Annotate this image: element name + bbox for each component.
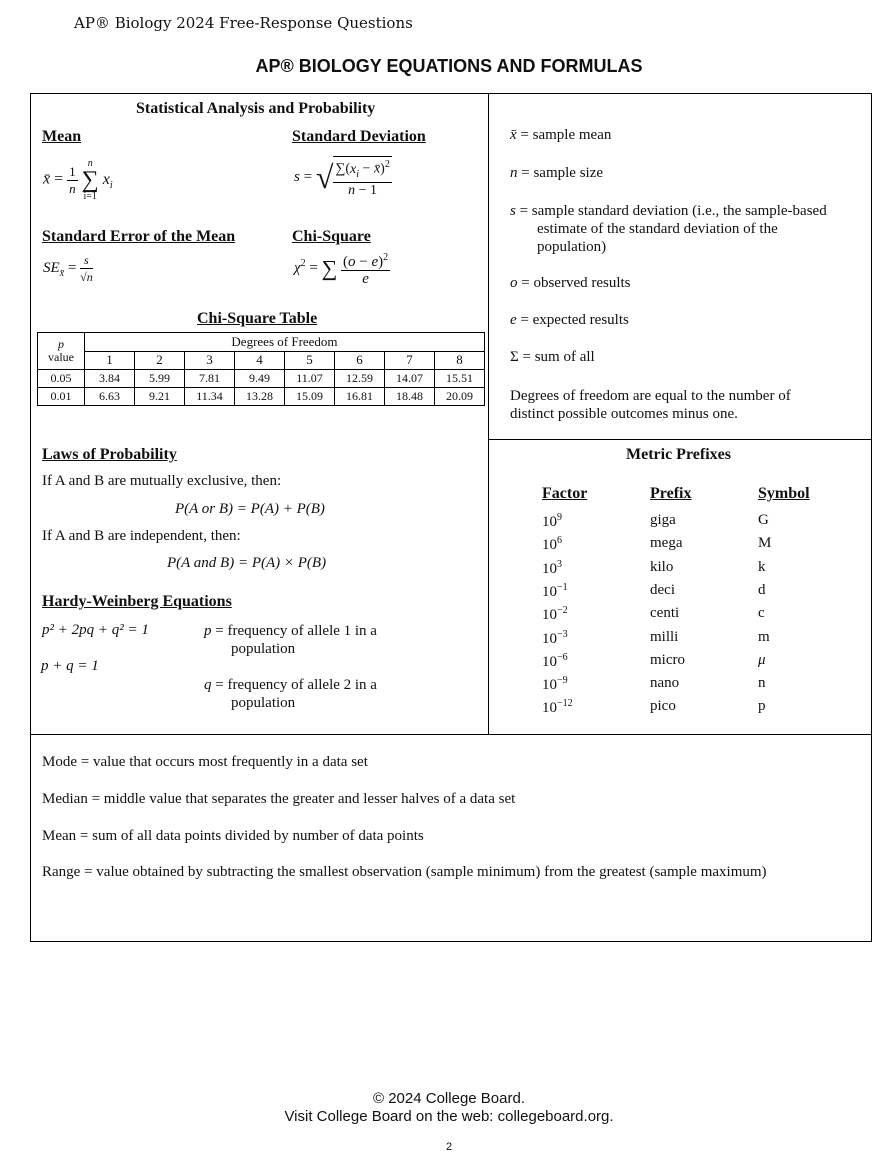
metric-symbol: M [758,535,772,552]
sd-formula: s = √ $\frac{\sum(x_i - x̄)^2}{n - 1}$ [294,156,392,199]
metric-header-symbol: Symbol [758,485,810,502]
chi-cell: 16.81 [335,388,385,406]
metric-prefix: deci [650,581,675,598]
chi-cell: 13.28 [235,388,285,406]
table-row [38,370,485,388]
probability-title: Laws of Probability [42,446,177,463]
table-row [38,388,485,406]
mean-formula: x̄ = $\frac{1}{n}$ n ∑ i=1 $x_i$ [43,158,113,202]
chi-cell: 3.84 [85,370,135,388]
metric-factor: $10^{-2}$ [542,605,568,624]
se-label: Standard Error of the Mean [42,228,236,245]
hardy-q-def: q = frequency of allele 2 in a population [204,677,377,711]
metric-prefix: milli [650,628,679,645]
dof-col: 3 [185,351,235,370]
exclusive-eq: P(A or B) = P(A) + P(B) [175,501,325,517]
dof-col: 2 [135,351,185,370]
metric-prefix: micro [650,651,685,668]
legend-divider [488,439,872,440]
p-value-header: p value [38,333,85,370]
metric-factor: $10^{-1}$ [542,581,568,600]
metric-symbol: G [758,512,769,528]
chisq-label: Chi-Square [292,228,371,245]
stats-section-title: Statistical Analysis and Probability [136,100,376,117]
definition-mean: Mean = sum of all data points divided by number of data points [42,828,424,844]
metric-symbol: d [758,581,766,598]
chi-table-title: Chi-Square Table [197,310,318,327]
dof-header: Degrees of Freedom [85,333,485,352]
dof-col: 7 [385,351,435,370]
legend-e: e = expected results [510,312,629,328]
definition-range: Range = value obtained by subtracting the smallest observation (sample minimum) from the greatest (sample maximum) [42,864,767,880]
metric-prefix: giga [650,512,676,528]
chi-cell: 5.99 [135,370,185,388]
metric-symbol: p [758,698,766,715]
chi-cell: 9.21 [135,388,185,406]
hardy-eq2: p + q = 1 [41,658,99,674]
independent-text: If A and B are independent, then: [42,528,241,544]
metric-factor: $10^{-9}$ [542,675,568,694]
metric-factor: $10^6$ [542,535,562,554]
metric-header-factor: Factor [542,485,588,502]
footer-copyright: © 2024 College Board. [373,1090,525,1107]
metric-title: Metric Prefixes [626,446,731,463]
metric-header-prefix: Prefix [650,485,692,502]
dof-col: 8 [435,351,485,370]
metric-prefix: pico [650,698,676,715]
p-cell: 0.01 [38,388,85,406]
hardy-title: Hardy-Weinberg Equations [42,593,232,610]
dof-col: 5 [285,351,335,370]
page-header: AP® Biology 2024 Free-Response Questions [74,14,413,32]
chi-cell: 15.51 [435,370,485,388]
chisq-formula: $\chi^2$ = ∑ $\frac{(o - e)^2}{e}$ [294,252,389,287]
metric-prefix: mega [650,535,683,552]
mean-label: Mean [42,128,82,145]
metric-factor: $10^{-3}$ [542,628,568,647]
chi-cell: 6.63 [85,388,135,406]
footer-link: Visit College Board on the web: collegeboard.org. [284,1108,614,1125]
exclusive-text: If A and B are mutually exclusive, then: [42,473,282,489]
chi-cell: 7.81 [185,370,235,388]
metric-factor: $10^{-12}$ [542,698,573,717]
chi-square-table [37,332,485,406]
page-title: AP® BIOLOGY EQUATIONS AND FORMULAS [255,56,643,76]
se-formula: $SE_{x̄}$ = $\frac{s}{√n}$ [43,253,93,284]
metric-symbol: n [758,675,766,692]
metric-factor: $10^{-6}$ [542,651,568,670]
chi-cell: 15.09 [285,388,335,406]
sd-label: Standard Deviation [292,128,426,145]
legend-n: n = sample size [510,165,604,181]
hardy-p-def: p = frequency of allele 1 in a population [204,623,377,657]
metric-prefix: nano [650,675,680,692]
metric-symbol: c [758,605,765,622]
legend-sigma: Σ = sum of all [510,349,595,365]
chi-cell: 20.09 [435,388,485,406]
legend-o: o = observed results [510,275,631,291]
chi-cell: 9.49 [235,370,285,388]
chi-cell: 11.34 [185,388,235,406]
metric-factor: $10^9$ [542,512,562,530]
p-cell: 0.05 [38,370,85,388]
legend-dof: Degrees of freedom are equal to the number of distinct possible outcomes minus one. [510,388,791,422]
metric-factor: $10^3$ [542,558,562,577]
metric-prefix: centi [650,605,680,622]
metric-prefix: kilo [650,558,674,575]
chi-cell: 18.48 [385,388,435,406]
legend-s: s = sample standard deviation (i.e., the sample-based estimate of the standard deviation of the population) [510,203,827,255]
hardy-eq1: p² + 2pq + q² = 1 [42,622,149,638]
chi-cell: 11.07 [285,370,335,388]
dof-col: 4 [235,351,285,370]
independent-eq: P(A and B) = P(A) × P(B) [167,555,327,571]
dof-col: 1 [85,351,135,370]
column-divider [488,93,489,734]
metric-symbol: k [758,558,766,575]
definition-median: Median = middle value that separates the greater and lesser halves of a data set [42,791,516,807]
definitions-divider [30,734,872,735]
dof-col: 6 [335,351,385,370]
legend-xbar: x̄ = sample mean [510,127,612,143]
chi-cell: 12.59 [335,370,385,388]
definition-mode: Mode = value that occurs most frequently in a data set [42,754,368,770]
page-number: 2 [445,1142,453,1152]
chi-cell: 14.07 [385,370,435,388]
metric-symbol: μ [758,651,766,668]
metric-symbol: m [758,628,770,645]
